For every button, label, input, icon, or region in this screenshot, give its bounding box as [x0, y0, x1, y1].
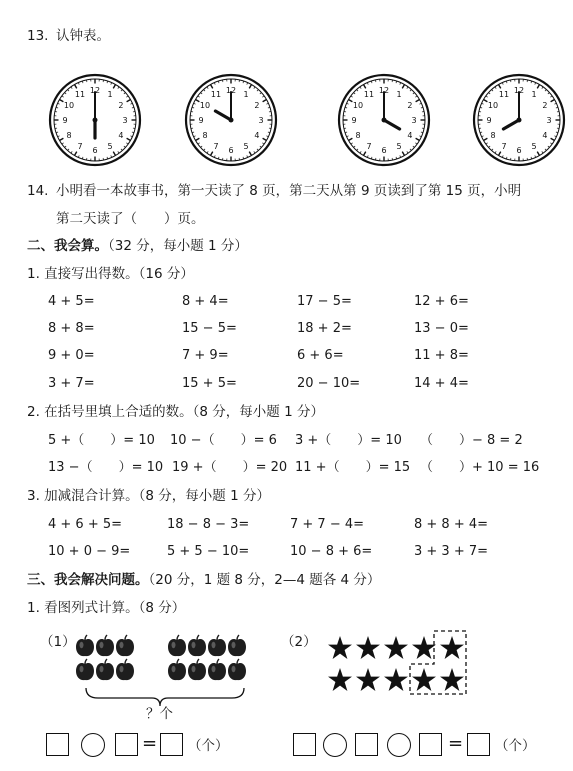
fig2-label: （2）: [281, 634, 317, 650]
part1-item: 17 − 5=: [297, 294, 352, 309]
clock-number: 11: [363, 90, 375, 100]
star-icon: [440, 636, 464, 659]
part1-item: 3 + 7=: [48, 376, 95, 391]
part3-item: 10 + 0 − 9=: [48, 544, 131, 559]
apple-icon: [116, 635, 134, 656]
answer-box[interactable]: [293, 733, 316, 756]
star-icon: [384, 668, 408, 691]
clock-number: 7: [501, 141, 507, 151]
section3-note: （20 分，1 题 8 分，2—4 题各 4 分）: [148, 572, 381, 588]
clock-number: 2: [407, 101, 413, 110]
apple-icon: [76, 635, 94, 656]
clock-number: 6: [228, 146, 234, 155]
star-icon: [356, 668, 380, 691]
apple-icon: [208, 659, 226, 680]
clock-number: 10: [487, 101, 499, 110]
clock-number: 12: [513, 86, 525, 95]
answer-box[interactable]: [115, 733, 138, 756]
clock-number: 8: [66, 131, 72, 140]
star-icon: [440, 668, 464, 691]
clock-number: 4: [407, 131, 413, 140]
clock-number: 2: [542, 101, 548, 110]
apple-icon: [188, 635, 206, 656]
problem1-heading: 1. 看图列式计算。（8 分）: [27, 600, 186, 616]
apple-icon: [116, 659, 134, 680]
clock-number: 7: [213, 141, 219, 151]
clock-face-3: [336, 72, 432, 168]
apple-icon: [96, 635, 114, 656]
fig2-unit: （个）: [495, 738, 536, 754]
part1-item: 18 + 2=: [297, 321, 352, 336]
clock-number: 3: [411, 116, 417, 125]
clock-number: 5: [531, 141, 537, 151]
apple-icon: [168, 635, 186, 656]
clock-number: 5: [396, 141, 402, 151]
section2-heading: [27, 237, 248, 255]
part3-item: 8 + 8 + 4=: [414, 517, 489, 532]
clock-number: 2: [118, 101, 124, 110]
part1-item: 15 − 5=: [182, 321, 237, 336]
clock-face-1: [47, 72, 143, 168]
part1-item: 7 + 9=: [182, 348, 229, 363]
q14-line1: 小明看一本故事书，第一天读了 8 页，第二天从第 9 页读到了第 15 页，小明: [56, 183, 522, 199]
part2-item: 19 +（ ）= 20: [172, 460, 288, 475]
clock-number: 11: [210, 90, 222, 100]
operator-circle[interactable]: [387, 733, 411, 757]
clock-number: 8: [355, 131, 361, 140]
star-icon: [328, 668, 352, 691]
fig2-stars: [322, 628, 472, 696]
star-icon: [384, 636, 408, 659]
part1-item: 20 − 10=: [297, 376, 361, 391]
section3-heading: [27, 571, 380, 589]
star-icon: [328, 636, 352, 659]
part2-item: 3 +（ ）= 10: [295, 433, 402, 448]
apple-icon: [76, 659, 94, 680]
clock-number: 1: [107, 90, 113, 100]
part3-item: 4 + 6 + 5=: [48, 517, 123, 532]
equals-sign: =: [448, 733, 464, 754]
part1-heading: 1. 直接写出得数。（16 分）: [27, 266, 194, 282]
clock-face-4: [471, 72, 567, 168]
fig1-unit: （个）: [188, 738, 229, 754]
apple-icon: [228, 659, 246, 680]
apple-icon: [188, 659, 206, 680]
part3-item: 10 − 8 + 6=: [290, 544, 373, 559]
star-icon: [412, 668, 436, 691]
part1-item: 9 + 0=: [48, 348, 95, 363]
part1-item: 4 + 5=: [48, 294, 95, 309]
clock-number: 3: [258, 116, 264, 125]
clock-number: 2: [254, 101, 260, 110]
dashed-outline: [410, 631, 466, 694]
q14-number: 14.: [27, 183, 49, 199]
part3-item: 7 + 7 − 4=: [290, 517, 365, 532]
clock-number: 4: [118, 131, 124, 140]
clock-number: 12: [225, 86, 237, 95]
apple-icon: [228, 635, 246, 656]
clock-number: 9: [351, 116, 357, 125]
brace-icon: [86, 688, 244, 706]
answer-box[interactable]: [46, 733, 69, 756]
q13-number: 13.: [27, 28, 49, 44]
clock-number: 3: [546, 116, 552, 125]
part1-item: 14 + 4=: [414, 376, 469, 391]
clock-number: 12: [89, 86, 101, 95]
operator-circle[interactable]: [81, 733, 105, 757]
part3-item: 3 + 3 + 7=: [414, 544, 489, 559]
clock-number: 7: [77, 141, 83, 151]
clock-number: 10: [352, 101, 364, 110]
part1-item: 15 + 5=: [182, 376, 237, 391]
clock-number: 4: [542, 131, 548, 140]
answer-box[interactable]: [467, 733, 490, 756]
q14-line2: 第二天读了（ ）页。: [56, 211, 205, 227]
fig1-brace-label: ？个: [146, 706, 173, 722]
clock-number: 10: [63, 101, 75, 110]
clock-number: 3: [122, 116, 128, 125]
part3-heading: 3. 加减混合计算。（8 分，每小题 1 分）: [27, 488, 270, 504]
apple-icon: [208, 635, 226, 656]
star-icon: [356, 636, 380, 659]
apple-icon: [168, 659, 186, 680]
clock-number: 1: [531, 90, 537, 100]
part2-item: 10 −（ ）= 6: [170, 433, 277, 448]
fig1-label: （1）: [40, 634, 76, 650]
part2-heading: 2. 在括号里填上合适的数。（8 分，每小题 1 分）: [27, 404, 324, 420]
star-icon: [412, 636, 436, 659]
part1-item: 8 + 8=: [48, 321, 95, 336]
clock-face-2: [183, 72, 279, 168]
section2-note: （32 分，每小题 1 分）: [108, 238, 248, 254]
q13-text: 认钟表。: [56, 28, 110, 44]
clock-number: 9: [62, 116, 68, 125]
operator-circle[interactable]: [323, 733, 347, 757]
part1-item: 8 + 4=: [182, 294, 229, 309]
clock-number: 9: [198, 116, 204, 125]
section3-title: 三、我会解决问题。: [27, 572, 149, 588]
answer-box[interactable]: [355, 733, 378, 756]
clock-number: 11: [74, 90, 86, 100]
clock-number: 6: [516, 146, 522, 155]
apple-icon: [96, 659, 114, 680]
clock-number: 5: [243, 141, 249, 151]
answer-box[interactable]: [419, 733, 442, 756]
clock-number: 6: [381, 146, 387, 155]
part2-item: 5 +（ ）= 10: [48, 433, 155, 448]
clock-number: 8: [202, 131, 208, 140]
part1-item: 12 + 6=: [414, 294, 469, 309]
clock-number: 10: [199, 101, 211, 110]
part1-item: 13 − 0=: [414, 321, 469, 336]
part2-item: 11 +（ ）= 15: [295, 460, 411, 475]
clock-number: 11: [498, 90, 510, 100]
clock-number: 6: [92, 146, 98, 155]
part2-item: （ ）+ 10 = 16: [420, 460, 540, 475]
part2-item: 13 −（ ）= 10: [48, 460, 164, 475]
part1-item: 11 + 8=: [414, 348, 469, 363]
clock-number: 8: [490, 131, 496, 140]
clock-number: 7: [366, 141, 372, 151]
part2-item: （ ）− 8 = 2: [420, 433, 523, 448]
part3-item: 5 + 5 − 10=: [167, 544, 250, 559]
clock-number: 12: [378, 86, 390, 95]
clock-number: 1: [396, 90, 402, 100]
part1-item: 6 + 6=: [297, 348, 344, 363]
clock-number: 5: [107, 141, 113, 151]
equals-sign: =: [142, 733, 158, 754]
section2-title: 二、我会算。: [27, 238, 108, 254]
answer-box[interactable]: [160, 733, 183, 756]
clock-number: 9: [486, 116, 492, 125]
clock-number: 1: [243, 90, 249, 100]
clock-number: 4: [254, 131, 260, 140]
part3-item: 18 − 8 − 3=: [167, 517, 250, 532]
